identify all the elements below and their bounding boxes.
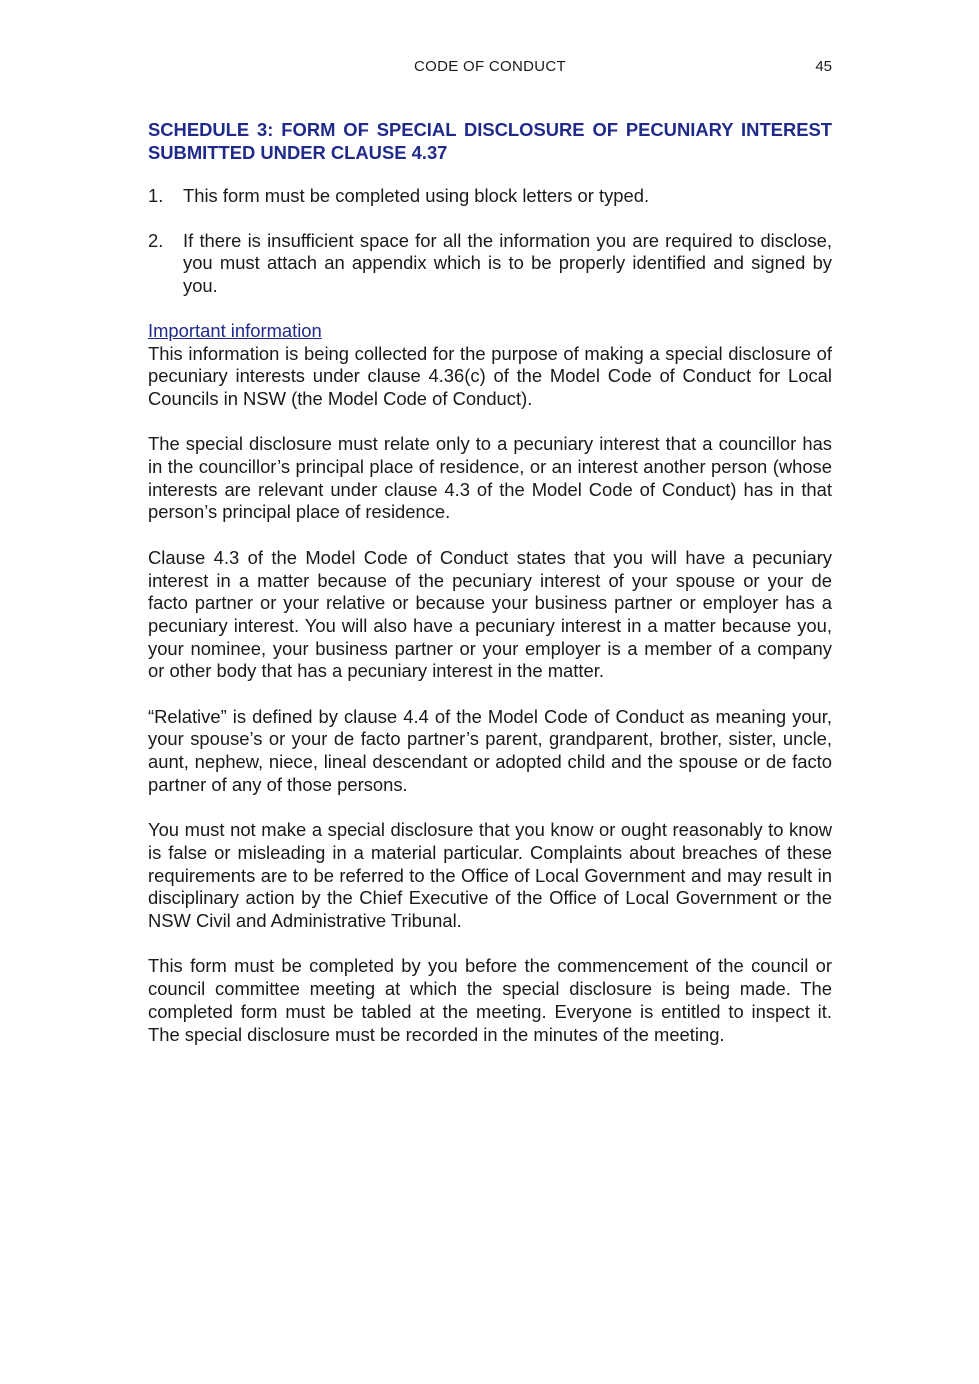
running-header [148,58,832,80]
paragraph: “Relative” is defined by clause 4.4 of the Model Code of Conduct as meaning your, your spouse’s or your de facto partner’s parent, grandparent, brother, sister, uncle, aunt, nephew, niece, lineal descendant or adopted child and the spouse or de facto partner of any of those persons. [148,705,832,795]
instruction-number: 2. [148,229,164,251]
schedule-title: SCHEDULE 3: FORM OF SPECIAL DISCLOSURE OF PECUNIARY INTEREST SUBMITTED UNDER CLAUSE 4.37 [148,119,832,163]
important-information-section [148,320,832,1046]
page-content [148,118,832,1046]
paragraph: This information is being collected for the purpose of making a special disclosure of pecuniary interests under clause 4.36(c) of the Model Code of Conduct for Local Councils in NSW (the Model Code of Conduct). [148,342,832,409]
paragraph: You must not make a special disclosure that you know or ought reasonably to know is false or misleading in a material particular. Complaints about breaches of these requirements are to be referred to the Office of Local Government and may result in disciplinary action by the Chief Executive of the Office of Local Government or the NSW Civil and Administrative Tribunal. [148,819,832,932]
instruction-text: This form must be completed using block letters or typed. [183,185,650,206]
instruction-text: If there is insufficient space for all the information you are required to disclose, you must attach an appendix which is to be properly identified and signed by you. [183,229,832,297]
instruction-list [148,185,832,298]
header-title: CODE OF CONDUCT [414,58,566,75]
instruction-number: 1. [148,185,164,206]
instruction-item [148,185,832,208]
instruction-item [148,230,832,298]
important-information-link[interactable]: Important information [148,319,322,341]
paragraph: This form must be completed by you before the commencement of the council or council committee meeting at which the special disclosure is being made. The completed form must be tabled at the meeting. Everyone is entitled to inspect it. The special disclosure must be recorded in the minutes of the meeting. [148,955,832,1045]
paragraph: The special disclosure must relate only to a pecuniary interest that a councillor has in the councillor’s principal place of residence, or an interest another person (whose interests are relevant under clause 4.3 of the Model Code of Conduct) has in that person’s principal place of residence. [148,433,832,523]
paragraph: Clause 4.3 of the Model Code of Conduct states that you will have a pecuniary interest in a matter because of the pecuniary interest of your spouse or your de facto partner or your relative or because your business partner or employer has a pecuniary interest. You will also have a pecuniary interest in a matter because you, your nominee, your business partner or your employer is a member of a company or other body that has a pecuniary interest in the matter. [148,546,832,682]
page-number: 45 [815,58,832,75]
